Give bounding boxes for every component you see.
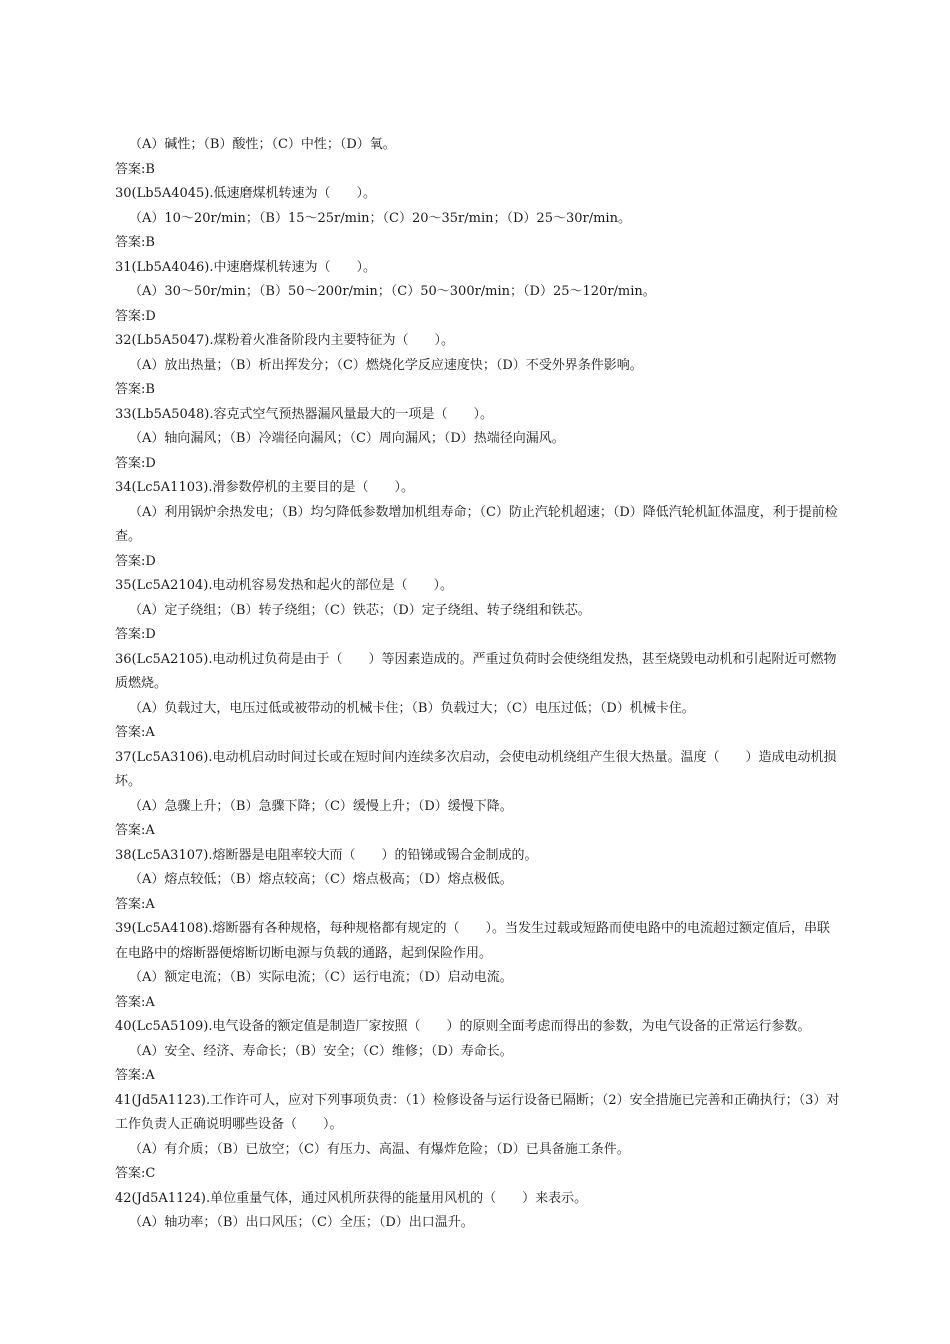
answer-line: 答案:D: [115, 627, 156, 642]
question-line: 37(Lc5A3106).电动机启动时间过长或在短时间内连续多次启动，会使电动机绕组产生很大热量。温度（ ）造成电动机损坏。: [115, 749, 837, 789]
options-line: （A）安全、经济、寿命长；（B）安全；（C）维修；（D）寿命长。: [129, 1043, 513, 1059]
answer-line: 答案:D: [115, 308, 156, 324]
options-line: （A）定子绕组；（B）转子绕组；（C）铁芯；（D）定子绕组、转子绕组和铁芯。: [129, 602, 591, 618]
options-line: （A）熔点较低；（B）熔点较高；（C）熔点极高；（D）熔点极低。: [129, 872, 513, 887]
options-line: （A）轴向漏风；（B）冷端径向漏风；（C）周向漏风；（D）热端径向漏风。: [129, 431, 565, 446]
question-line: 35(Lc5A2104).电动机容易发热和起火的部位是（ ）。: [115, 578, 453, 593]
question-line: 38(Lc5A3107).熔断器是电阻率较大而（ ）的铅锑或锡合金制成的。: [115, 847, 538, 863]
question-line: 36(Lc5A2105).电动机过负荷是由于（ ）等因素造成的。严重过负荷时会使绕组发热，甚至烧毁电动机和引起附近可燃物质燃烧。: [115, 651, 837, 691]
options-line: （A）有介质；（B）已放空；（C）有压力、高温、有爆炸危险；（D）已具备施工条件。: [129, 1141, 630, 1157]
answer-line: 答案:B: [115, 235, 155, 250]
options-line: （A）轴功率；（B）出口风压；（C）全压；（D）出口温升。: [129, 1215, 474, 1230]
answer-line: 答案:A: [115, 994, 155, 1010]
question-line: 33(Lb5A5048).容克式空气预热器漏风量最大的一项是（ ）。: [115, 406, 494, 422]
options-line: （A）额定电流；（B）实际电流；（C）运行电流；（D）启动电流。: [129, 970, 513, 985]
question-line: 41(Jd5A1123).工作许可人，应对下列事项负责：（1）检修设备与运行设备已隔断；（2）安全措施已完善和正确执行；（3）对工作负责人正确说明哪些设备（ ）。: [115, 1092, 840, 1132]
options-line: （A）利用锅炉余热发电；（B）均匀降低参数增加机组寿命；（C）防止汽轮机超速；（D）降低汽轮机缸体温度，利于提前检查。: [115, 504, 838, 544]
options-line: （A）10～20r/min；（B）15～25r/min；（C）20～35r/min；（D）25～30r/min。: [129, 210, 631, 226]
question-line: 40(Lc5A5109).电气设备的额定值是制造厂家按照（ ）的原则全面考虑而得出的参数，为电气设备的正常运行参数。: [115, 1019, 811, 1034]
answer-line: 答案:D: [115, 455, 156, 471]
options-line: （A）急骤上升；（B）急骤下降；（C）缓慢上升；（D）缓慢下降。: [129, 798, 513, 814]
question-line: 31(Lb5A4046).中速磨煤机转速为（ ）。: [115, 259, 377, 275]
question-line: 30(Lb5A4045).低速磨煤机转速为（ ）。: [115, 186, 377, 201]
answer-line: 答案:B: [115, 161, 155, 177]
question-line: 42(Jd5A1124).单位重量气体，通过风机所获得的能量用风机的（ ）来表示。: [115, 1190, 588, 1206]
answer-line: 答案:D: [115, 553, 156, 569]
answer-line: 答案:A: [115, 896, 155, 912]
answer-line: 答案:A: [115, 823, 155, 838]
answer-line: 答案:C: [115, 1166, 156, 1181]
options-line: （A）30～50r/min；（B）50～200r/min；（C）50～300r/min；（D）25～120r/min。: [129, 284, 656, 299]
options-line: （A）负载过大，电压过低或被带动的机械卡住；（B）负载过大；（C）电压过低；（D）机械卡住。: [129, 700, 695, 716]
question-line: 32(Lb5A5047).煤粉着火准备阶段内主要特征为（ ）。: [115, 333, 455, 348]
question-line: 39(Lc5A4108).熔断器有各种规格，每种规格都有规定的（ ）。当发生过载或短路而使电路中的电流超过额定值后，串联在电路中的熔断器便熔断切断电源与负载的通路，起到保险作用。: [115, 921, 830, 961]
answer-line: 答案:A: [115, 1068, 155, 1083]
options-line: （A）碱性；（B）酸性；（C）中性；（D）氧。: [129, 137, 396, 152]
question-list: [115, 133, 840, 1236]
answer-line: 答案:A: [115, 725, 155, 740]
answer-line: 答案:B: [115, 382, 155, 397]
options-line: （A）放出热量；（B）析出挥发分；（C）燃烧化学反应速度快；（D）不受外界条件影响。: [129, 357, 643, 373]
question-line: 34(Lc5A1103).滑参数停机的主要目的是（ ）。: [115, 480, 414, 495]
